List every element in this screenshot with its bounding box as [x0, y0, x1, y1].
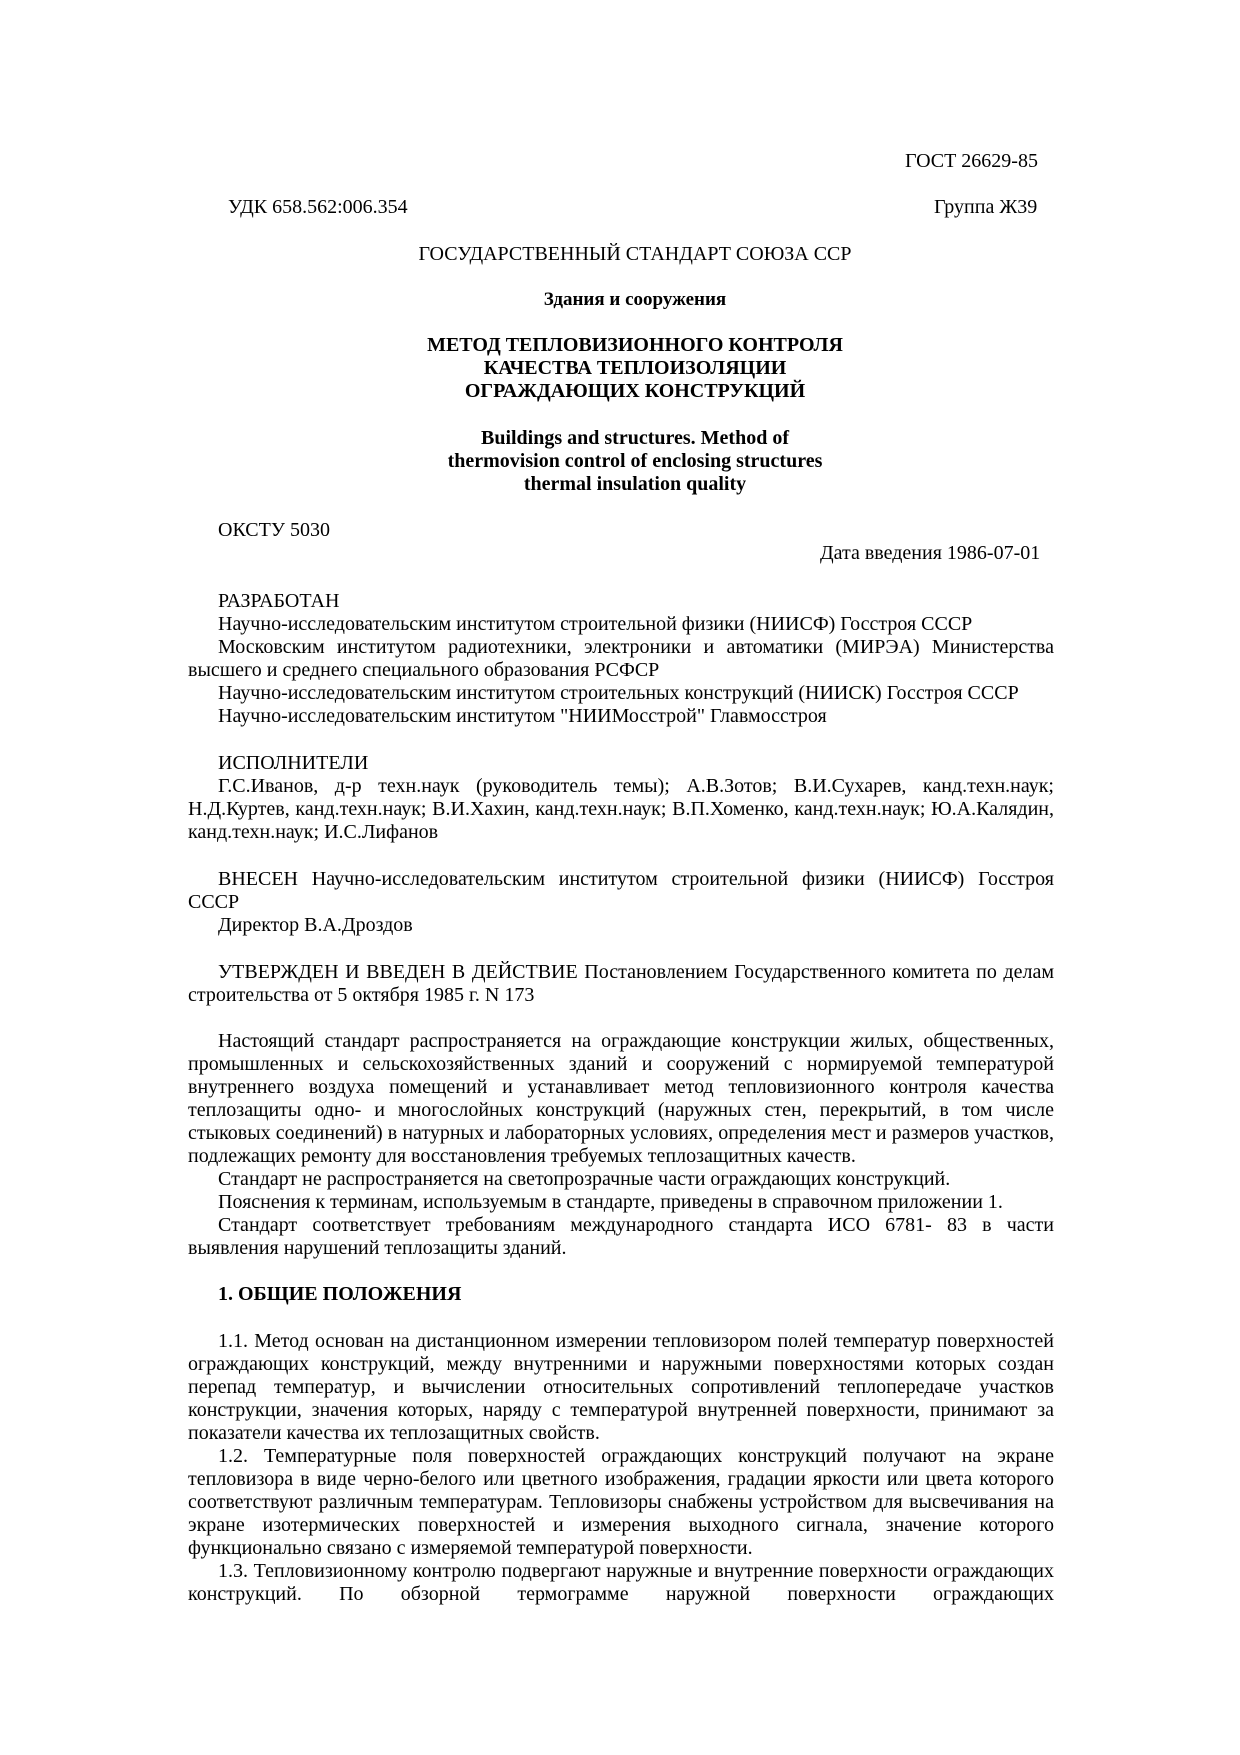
clause-1-2: 1.2. Температурные поля поверхностей ограждающих конструкций получают на экране тепловизора в виде черно-белого или цветного изображения, градации яркости или цвета которого соответствуют различным температурам. Тепловизоры снабжены устройством для высвечивания на экране изотермических поверхностей и измерения выходного сигнала, значение которого функционально связано с измеряемой температурой поверхности.: [188, 1445, 1054, 1559]
developed-org-2: Московским институтом радиотехники, электроники и автоматики (МИРЭА) Министерства высшего и среднего специального образования РСФСР: [188, 636, 1054, 681]
title-en-line-3: thermal insulation quality: [523, 473, 747, 495]
gost-number: ГОСТ 26629-85: [905, 150, 1038, 172]
developed-org-1: Научно-исследовательским институтом строительной физики (НИИСФ) Госстроя СССР: [218, 613, 973, 635]
title-ru-line-2: КАЧЕСТВА ТЕПЛОИЗОЛЯЦИИ: [483, 357, 787, 379]
introduced-by: ВНЕСЕН Научно-исследовательским институтом строительной физики (НИИСФ) Госстроя СССР: [188, 868, 1054, 913]
udk-code: УДК 658.562:006.354: [228, 196, 408, 218]
approved-text: УТВЕРЖДЕН И ВВЕДЕН В ДЕЙСТВИЕ Постановлением Государственного комитета по делам строительства от 5 октября 1985 г. N 173: [188, 961, 1054, 1006]
developed-org-3: Научно-исследовательским институтом строительных конструкций (НИИСК) Госстроя СССР: [218, 682, 1019, 704]
scope-paragraph-2: Стандарт не распространяется на светопрозрачные части ограждающих конструкций.: [218, 1168, 951, 1190]
title-ru-line-3: ОГРАЖДАЮЩИХ КОНСТРУКЦИЙ: [464, 380, 806, 402]
clause-1-3: 1.3. Тепловизионному контролю подвергают наружные и внутренние поверхности ограждающих конструкций. По обзорной термограмме наружной поверхности ограждающих: [188, 1560, 1054, 1605]
title-en-line-1: Buildings and structures. Method of: [480, 427, 789, 449]
category-title: Здания и сооружения: [543, 289, 727, 310]
clause-1-1: 1.1. Метод основан на дистанционном измерении тепловизором полей температур поверхностей ограждающих конструкций, между внутренними и наружными поверхностями которых создан перепад температур, и вычислении относительных сопротивлений теплопередаче участков конструкции, значения которых, наряду с температурой внутренней поверхности, принимают за показатели качества их теплозащитных свойств.: [188, 1330, 1054, 1444]
title-en-line-2: thermovision control of enclosing structures: [447, 450, 823, 472]
executors-heading: ИСПОЛНИТЕЛИ: [218, 752, 369, 774]
developed-heading: РАЗРАБОТАН: [218, 590, 340, 612]
scope-paragraph-4: Стандарт соответствует требованиям международного стандарта ИСО 6781- 83 в части выявления нарушений теплозащиты зданий.: [188, 1214, 1054, 1259]
executors-list: Г.С.Иванов, д-р техн.наук (руководитель темы); А.В.Зотов; В.И.Сухарев, канд.техн.наук; Н.Д.Куртев, канд.техн.наук; В.И.Хахин, канд.техн.наук; В.П.Хоменко, канд.техн.наук; Ю.А.Калядин, канд.техн.наук; И.С.Лифанов: [188, 775, 1054, 843]
title-ru-line-1: МЕТОД ТЕПЛОВИЗИОННОГО КОНТРОЛЯ: [427, 334, 843, 356]
scope-paragraph-1: Настоящий стандарт распространяется на ограждающие конструкции жилых, общественных, промышленных и сельскохозяйственных зданий и сооружений с нормируемой температурой внутреннего воздуха помещений и устанавливает метод тепловизионного контроля качества теплозащиты одно- и многослойных конструкций (наружных стен, перекрытий, в том числе стыковых соединений) в натурных и лабораторных условиях, определения мест и размеров участков, подлежащих ремонту для восстановления требуемых теплозащитных качеств.: [188, 1030, 1054, 1167]
standard-of: ГОСУДАРСТВЕННЫЙ СТАНДАРТ СОЮЗА ССР: [418, 243, 852, 265]
okstu-code: ОКСТУ 5030: [218, 519, 331, 541]
intro-date: Дата введения 1986-07-01: [820, 542, 1041, 564]
director-name: Директор В.А.Дроздов: [218, 914, 413, 936]
developed-org-4: Научно-исследовательским институтом "НИИМосстрой" Главмосстроя: [218, 705, 827, 727]
group-code: Группа Ж39: [934, 196, 1038, 218]
section-1-heading: 1. ОБЩИЕ ПОЛОЖЕНИЯ: [218, 1283, 462, 1305]
scope-paragraph-3: Пояснения к терминам, используемым в стандарте, приведены в справочном приложении 1.: [218, 1191, 1003, 1213]
